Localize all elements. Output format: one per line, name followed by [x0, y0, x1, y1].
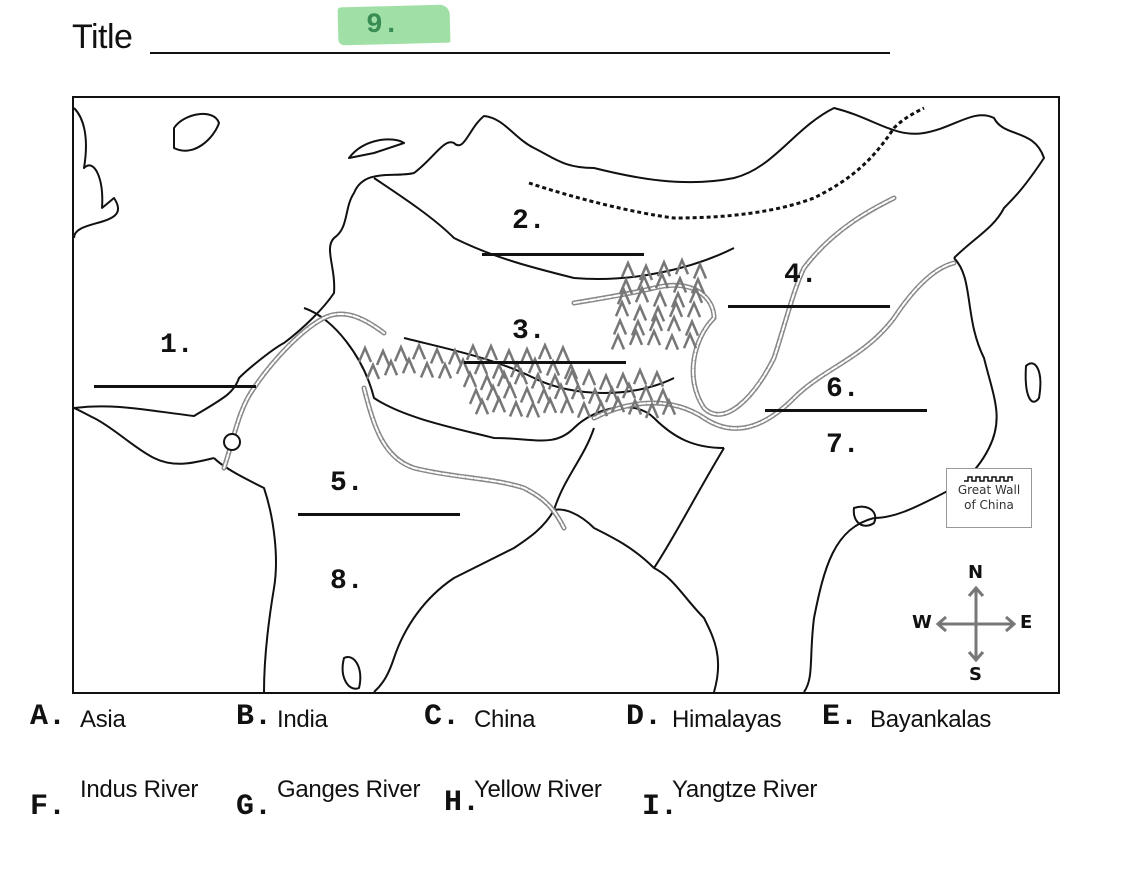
blank-line-1[interactable] — [94, 385, 256, 388]
india-west-coast — [214, 458, 276, 692]
myanmar-border — [554, 428, 594, 510]
bayankala-mountain-mark — [654, 292, 666, 306]
himalaya-mountain-mark — [403, 359, 415, 373]
north-coast — [74, 108, 118, 238]
himalaya-mountain-mark — [634, 370, 646, 384]
himalaya-mountain-mark — [385, 361, 397, 375]
legend-label-line2: of China — [964, 498, 1014, 512]
bank-letter-c: C. — [424, 700, 461, 734]
city-marker — [224, 434, 240, 450]
bayankala-mountain-mark — [694, 264, 706, 278]
bank-word-a: Asia — [80, 706, 126, 733]
compass-west: W — [912, 612, 932, 633]
himalaya-mountain-mark — [421, 363, 433, 377]
balkhash-lake — [349, 139, 404, 158]
hainan — [854, 507, 876, 526]
legend-box — [946, 468, 1032, 528]
himalaya-mountain-mark — [504, 384, 516, 398]
bay-of-bengal — [374, 510, 554, 692]
himalaya-mountain-mark — [498, 372, 510, 386]
taiwan — [1026, 363, 1041, 401]
bayankala-mountain-mark — [614, 320, 626, 334]
himalaya-mountain-mark — [485, 346, 497, 360]
compass-south: S — [969, 664, 982, 685]
blank-number-8: 8. — [330, 566, 364, 597]
himalaya-mountain-mark — [510, 402, 522, 416]
bayankala-mountain-mark — [668, 317, 680, 331]
se-asia-coast — [804, 518, 874, 692]
blank-line-5[interactable] — [298, 513, 460, 516]
bank-letter-b: B. — [236, 700, 273, 734]
indus-river — [224, 314, 384, 468]
himalaya-mountain-mark — [493, 398, 505, 412]
bank-word-b: India — [277, 706, 328, 733]
himalaya-mountain-mark — [431, 349, 443, 363]
himalaya-mountain-mark — [395, 347, 407, 361]
sri-lanka — [343, 657, 361, 689]
legend-label-line1: Great Wall — [957, 483, 1021, 497]
bayankala-mountain-mark — [684, 334, 696, 348]
himalaya-mountain-mark — [439, 364, 451, 378]
map-frame — [72, 96, 1060, 694]
bayankala-mountain-mark — [616, 302, 628, 316]
blank-line-4[interactable] — [728, 305, 890, 308]
compass-north: N — [968, 562, 984, 583]
bank-letter-i: I. — [642, 790, 679, 824]
great-wall-icon — [964, 475, 1014, 483]
title-underline — [150, 52, 890, 54]
compass-east: E — [1020, 612, 1033, 633]
himalaya-mountain-mark — [583, 371, 595, 385]
himalaya-mountain-mark — [578, 404, 590, 418]
himalaya-mountain-mark — [527, 403, 539, 417]
himalaya-mountain-mark — [557, 348, 569, 362]
blank-line-2[interactable] — [482, 253, 644, 256]
map-outline-svg — [74, 98, 1058, 692]
himalaya-mountain-mark — [600, 376, 612, 390]
himalaya-mountain-mark — [561, 399, 573, 413]
compass-rose-icon — [930, 582, 1020, 666]
bayankala-mountain-mark — [612, 335, 624, 349]
bank-letter-f: F. — [30, 790, 67, 824]
himalaya-mountain-mark — [539, 345, 551, 359]
blank-number-5: 5. — [330, 468, 364, 499]
himalaya-mountain-mark — [367, 365, 379, 379]
bayankala-mountain-mark — [648, 331, 660, 345]
bank-letter-h: H. — [444, 786, 481, 820]
himalaya-mountain-mark — [476, 400, 488, 414]
blank-line-6[interactable] — [765, 409, 927, 412]
blank-number-4: 4. — [784, 260, 818, 291]
title-label: Title — [72, 18, 133, 56]
bank-word-f: Indus River — [80, 776, 199, 803]
bayankala-mountain-mark — [686, 322, 698, 336]
thailand-border — [654, 448, 724, 568]
indochina-coast — [554, 510, 718, 692]
bank-letter-g: G. — [236, 790, 273, 824]
bank-word-i: Yangtze River — [672, 776, 818, 803]
blank-line-3[interactable] — [464, 361, 626, 364]
bank-word-g: Ganges River — [277, 776, 421, 803]
bank-word-e: Bayankalas — [870, 706, 992, 733]
blank-number-6: 6. — [826, 374, 860, 405]
himalaya-mountain-mark — [487, 386, 499, 400]
bank-letter-e: E. — [822, 700, 859, 734]
bayankala-mountain-mark — [666, 336, 678, 350]
caspian-lake — [174, 114, 219, 151]
himalaya-mountain-mark — [467, 346, 479, 360]
himalaya-mountain-mark — [532, 374, 544, 388]
blank-number-2: 2. — [512, 206, 546, 237]
himalaya-mountain-mark — [359, 348, 371, 362]
himalaya-mountain-mark — [413, 345, 425, 359]
bank-letter-a: A. — [30, 700, 67, 734]
himalaya-mountain-mark — [377, 351, 389, 365]
himalaya-mountain-mark — [464, 373, 476, 387]
himalaya-mountain-mark — [515, 370, 527, 384]
bank-word-h: Yellow River — [474, 776, 602, 803]
bayankala-mountain-mark — [658, 262, 670, 276]
title-answer-number: 9. — [366, 10, 400, 41]
bayankala-mountain-mark — [622, 263, 634, 277]
himalaya-mountain-mark — [544, 399, 556, 413]
blank-number-3: 3. — [512, 316, 546, 347]
himalaya-mountain-mark — [521, 388, 533, 402]
bayankala-mountain-mark — [634, 306, 646, 320]
blank-number-1: 1. — [160, 330, 194, 361]
bank-word-d: Himalayas — [672, 706, 782, 733]
bank-word-c: China — [474, 706, 536, 733]
bank-letter-d: D. — [626, 700, 663, 734]
bayankala-mountain-mark — [688, 303, 700, 317]
china-border — [74, 108, 1044, 416]
blank-number-7: 7. — [826, 430, 860, 461]
great-wall-line — [529, 108, 924, 218]
